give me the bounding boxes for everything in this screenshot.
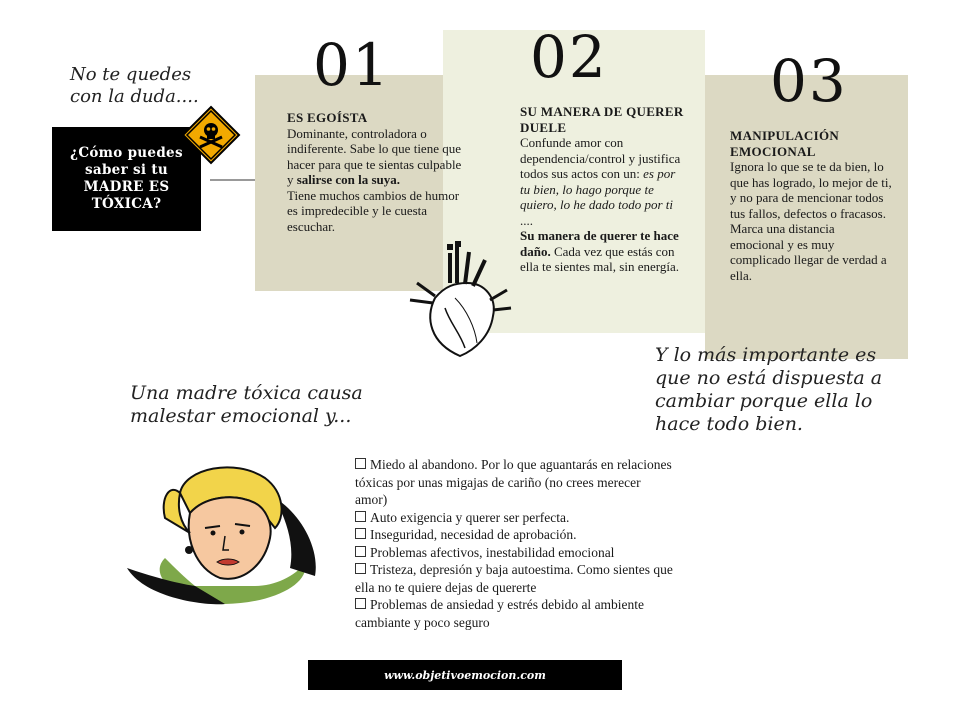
card-2-paragraph-1: Confunde amor con dependencia/control y justifica todos sus actos con un: <box>520 135 681 181</box>
list-item <box>355 526 675 544</box>
list-item <box>355 456 675 509</box>
list-item-text: Miedo al abandono. Por lo que aguantarás en relaciones tóxicas por unas migajas de cariño (no crees merecer amor) <box>355 457 672 507</box>
checkbox-icon <box>355 458 366 469</box>
consequences-heading: Una madre tóxica causa malestar emocional y... <box>130 382 363 427</box>
question-line-4: TÓXICA? <box>91 196 162 212</box>
card-1-number: 01 <box>313 31 391 99</box>
card-3-paragraph-1: Ignora lo que se te da bien, lo que has logrado, lo mejor de ti, y no para de mencionar todos tus fallos, defectos o fracasos. Marca una distancia emocional y es muy complicado llegar de verdad a ella. <box>730 159 892 283</box>
intro-line-1: No te quedes <box>70 64 192 85</box>
list-item <box>355 544 675 562</box>
question-line-1: ¿Cómo puedes <box>70 145 183 161</box>
card-3-title: MANIPULACIÓN EMOCIONAL <box>730 128 840 159</box>
checkbox-icon <box>355 546 366 557</box>
list-item <box>355 596 675 631</box>
footer-url-link[interactable]: www.objetivoemocion.com <box>308 660 622 690</box>
list-item-text: Auto exigencia y querer ser perfecta. <box>370 509 570 525</box>
card-2-paragraph-2-bold: Su manera de querer te hace daño. <box>520 228 679 259</box>
card-2-text <box>520 104 685 275</box>
important-note: Y lo más importante es que no está dispuesta a cambiar porque ella lo hace todo bien. <box>655 344 883 435</box>
checkbox-icon <box>355 598 366 609</box>
list-item-text: Inseguridad, necesidad de aprobación. <box>370 527 577 542</box>
checkbox-icon <box>355 511 366 522</box>
card-3-number: 03 <box>770 47 848 115</box>
checkbox-icon <box>355 528 366 539</box>
list-item <box>355 509 675 527</box>
anatomical-heart-illustration <box>405 238 515 360</box>
list-item <box>355 561 675 596</box>
question-line-2: saber si tu <box>85 162 168 178</box>
intro-text <box>70 64 199 108</box>
card-3-text <box>730 128 892 283</box>
card-2-number: 02 <box>530 23 608 91</box>
list-item-text: Problemas afectivos, inestabilidad emocional <box>370 544 615 560</box>
question-box <box>52 127 201 231</box>
card-1-paragraph-2: Tiene muchos cambios de humor es impredecible y le cuesta escuchar. <box>287 187 460 234</box>
card-1-paragraph-1-bold: salirse con la suya. <box>296 172 401 187</box>
list-item-text: Tristeza, depresión y baja autoestima. Como sientes que ella no te quiere dejas de quererte <box>355 562 673 595</box>
card-1-title: ES EGOÍSTA <box>287 110 368 125</box>
consequences-list <box>355 456 675 631</box>
card-2-paragraph-1-italic: es por tu bien, lo hago porque te quiero, lo he dado todo por ti <box>520 166 676 212</box>
card-1-text <box>287 110 467 234</box>
card-2-paragraph-1-end: .... <box>520 212 533 228</box>
skull-hazard-icon <box>181 105 241 165</box>
card-2-title: SU MANERA DE QUERER DUELE <box>520 104 684 135</box>
list-item-text: Problemas de ansiedad y estrés debido al ambiente cambiante y poco seguro <box>355 597 645 630</box>
woman-illustration <box>125 458 325 606</box>
card-2-paragraph-2: Cada vez que estás con ella te sientes mal, sin energía. <box>520 243 679 274</box>
card-1-paragraph-1: Dominante, controladora o indiferente. Sabe lo que tiene que hacer para que te sientas culpable y <box>287 125 462 187</box>
checkbox-icon <box>355 563 366 574</box>
intro-line-2: con la duda.... <box>70 86 199 107</box>
question-line-3: MADRE ES <box>83 179 170 195</box>
